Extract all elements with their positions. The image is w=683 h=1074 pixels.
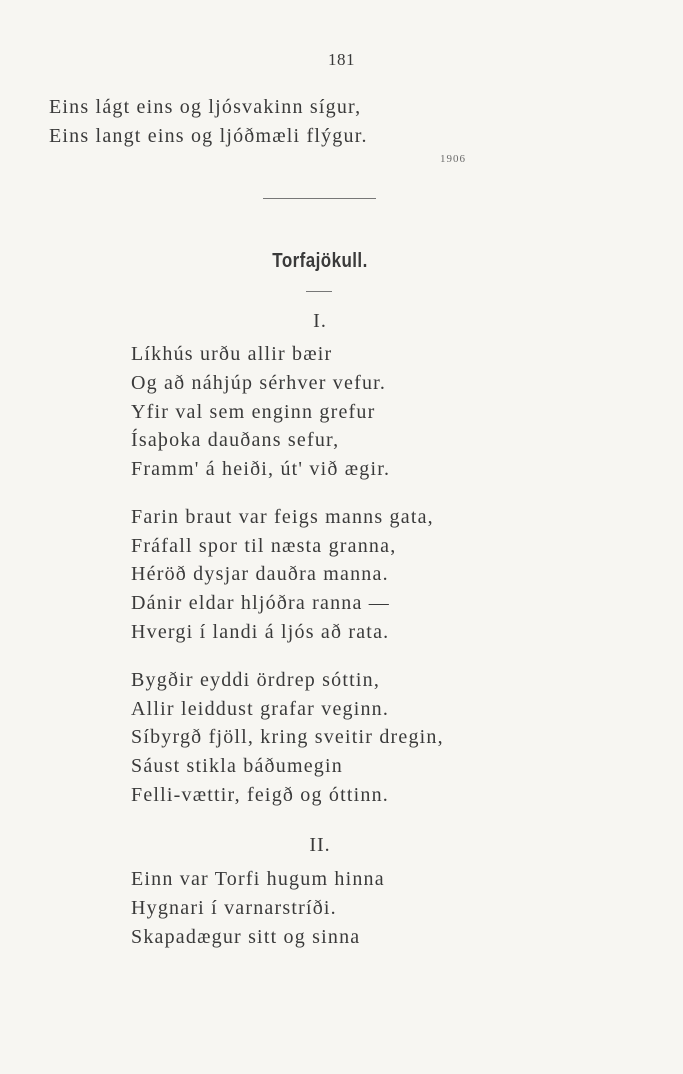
verse-line: Hygnari í varnarstríði. [131, 897, 337, 919]
verse-line: Einn var Torfi hugum hinna [131, 868, 385, 890]
verse-line: Og að náhjúp sérhver vefur. [131, 372, 387, 394]
verse-line: Felli-vættir, feigð og óttinn. [131, 784, 389, 806]
verse-line: Héröð dysjar dauðra manna. [131, 563, 389, 585]
section-divider [263, 198, 376, 199]
verse-line: Síbyrgð fjöll, kring sveitir dregin, [131, 726, 444, 748]
title-rule [306, 291, 332, 292]
verse-line: Líkhús urðu allir bæir [131, 343, 333, 365]
section-number: I. [313, 310, 327, 332]
verse-line: Dánir eldar hljóðra ranna — [131, 592, 390, 614]
verse-line: Hvergi í landi á ljós að rata. [131, 621, 390, 643]
page-number: 181 [328, 50, 355, 69]
verse-line: Allir leiddust grafar veginn. [131, 698, 390, 720]
verse-line: Yfir val sem enginn grefur [131, 401, 376, 423]
poem-title: Torfajökull. [272, 250, 368, 272]
section-number: II. [309, 834, 331, 856]
verse-line: Framm' á heiði, út' við ægir. [131, 458, 391, 480]
verse-line: Ísaþoka dauðans sefur, [131, 429, 340, 451]
verse-line: Farin braut var feigs manns gata, [131, 506, 434, 528]
verse-line: Fráfall spor til næsta granna, [131, 535, 397, 557]
verse-line: Eins langt eins og ljóðmæli flýgur. [49, 125, 368, 147]
poem-year: 1906 [440, 153, 466, 165]
verse-line: Eins lágt eins og ljósvakinn sígur, [49, 96, 362, 118]
verse-line: Bygðir eyddi ördrep sóttin, [131, 669, 381, 691]
verse-line: Sáust stikla báðumegin [131, 755, 343, 777]
verse-line: Skapadægur sitt og sinna [131, 926, 361, 948]
